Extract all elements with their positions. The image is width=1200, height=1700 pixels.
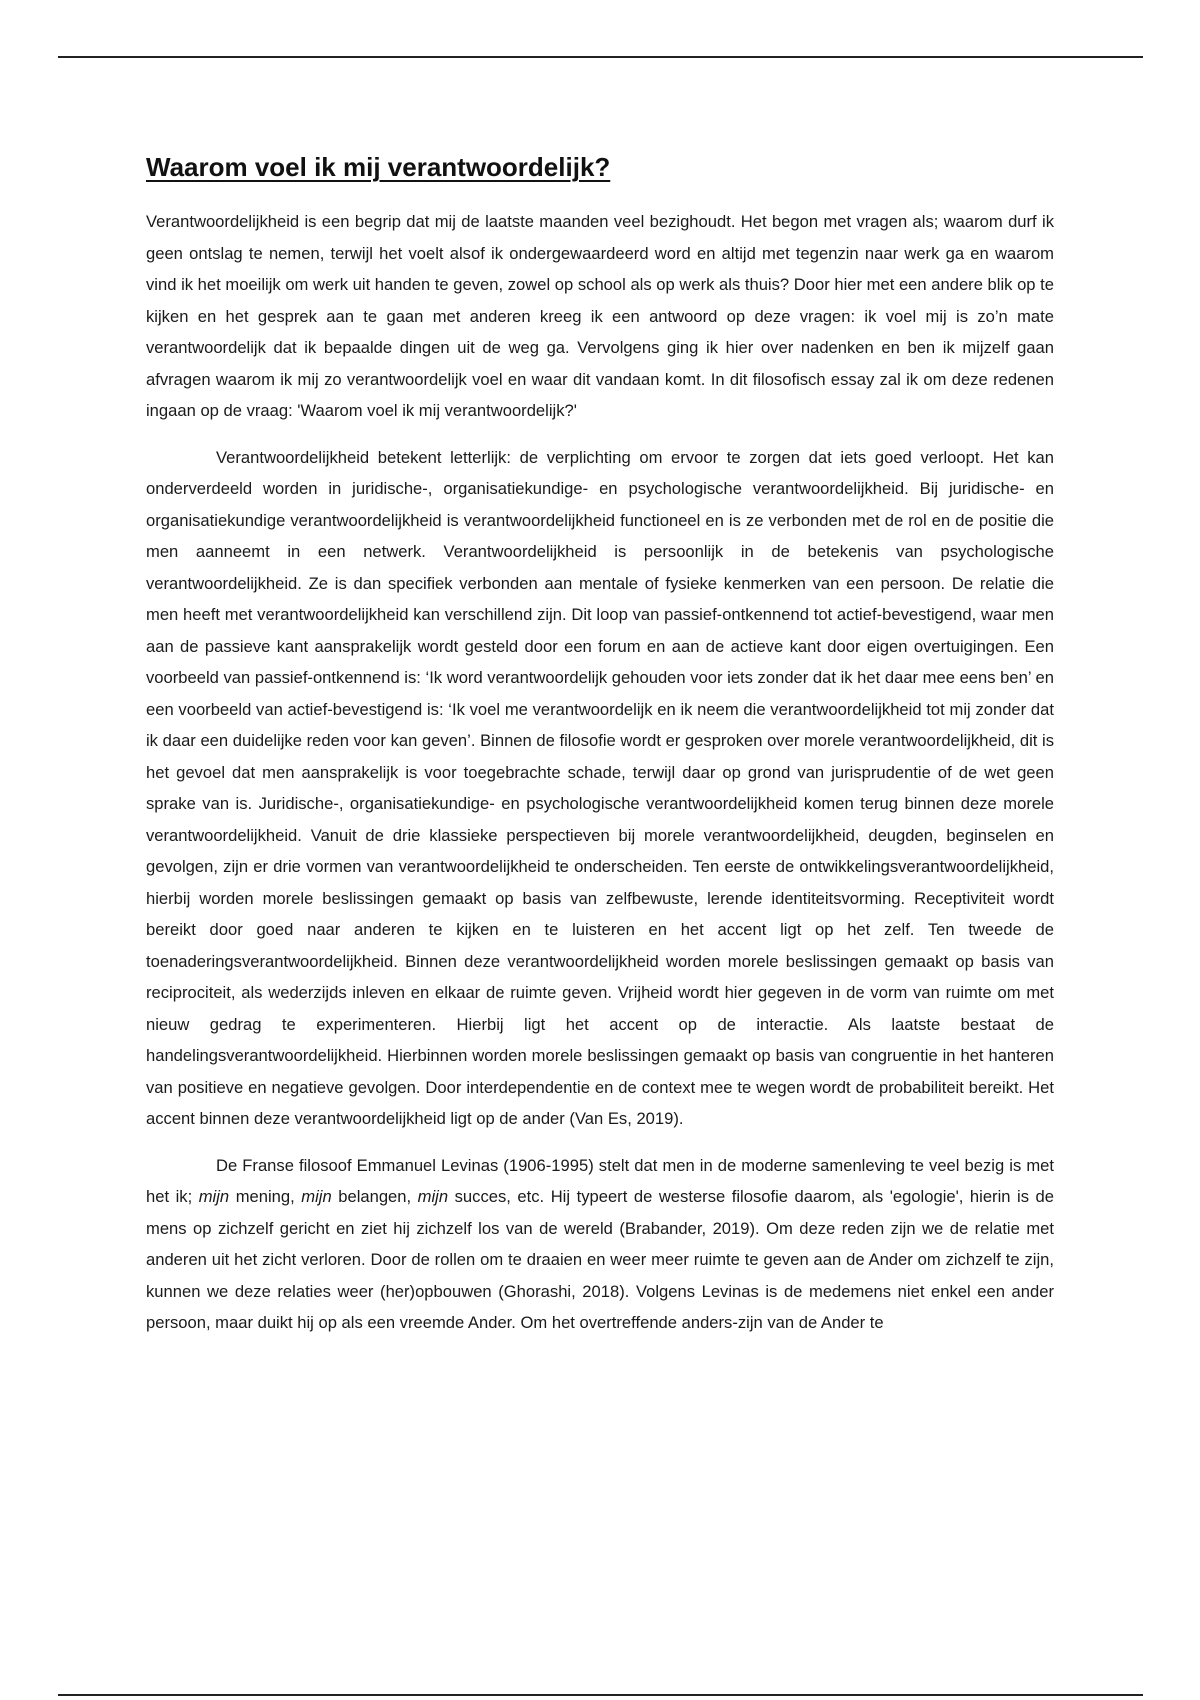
paragraph-text: Verantwoordelijkheid is een begrip dat mij de laatste maanden veel bezighoudt. Het begon met vragen als; waarom durf ik geen ontslag te nemen, terwijl het voelt alsof ik ondergewaardeerd word en altijd met tegenzin naar werk ga en waarom vind ik het moeilijk om werk uit handen te geven, zowel op school als op werk als thuis? Door hier met een andere blik op te kijken en het gesprek aan te gaan met anderen kreeg ik een antwoord op deze vragen: ik voel mij is zo’n mate verantwoordelijk dat ik bepaalde dingen uit de weg ga. Vervolgens ging ik hier over nadenken en ben ik mijzelf gaan afvragen waarom ik mij zo verantwoordelijk voel en waar dit vandaan komt. In dit filosofisch essay zal ik om deze redenen ingaan op de vraag: 'Waarom voel ik mij verantwoordelijk?' bbox=[146, 212, 1054, 420]
paragraph-intro bbox=[146, 206, 1054, 427]
paragraph-text: Verantwoordelijkheid betekent letterlijk: de verplichting om ervoor te zorgen dat iets goed verloopt. Het kan onderverdeeld worden in juridische-, organisatiekundige- en psychologische verantwoordelijkheid. Bij juridische- en organisatiekundige verantwoordelijkheid is verantwoordelijkheid functioneel en is ze verbonden met de rol en de positie die men aanneemt in een netwerk. Verantwoordelijkheid is persoonlijk in de betekenis van psychologische verantwoordelijkheid. Ze is dan specifiek verbonden aan mentale of fysieke kenmerken van een persoon. De relatie die men heeft met verantwoordelijkheid kan verschillend zijn. Dit loop van passief-ontkennend tot actief-bevestigend, waar men aan de passieve kant aansprakelijk wordt gesteld door een forum en aan de actieve kant door eigen overtuigingen. Een voorbeeld van passief-ontkennend is: ‘Ik word verantwoordelijk gehouden voor iets zonder dat ik het daar mee eens ben’ en een voorbeeld van actief-bevestigend is: ‘Ik voel me verantwoordelijk en ik neem die verantwoordelijkheid tot mij zonder dat ik daar een duidelijke reden voor kan geven’. Binnen de filosofie wordt er gesproken over morele verantwoordelijkheid, dit is het gevoel dat men aansprakelijk is voor toegebrachte schade, terwijl daar op grond van jurisprudentie of de wet geen sprake van is. Juridische-, organisatiekundige- en psychologische verantwoordelijkheid komen terug binnen deze morele verantwoordelijkheid. Vanuit de drie klassieke perspectieven bij morele verantwoordelijkheid, deugden, beginselen en gevolgen, zijn er drie vormen van verantwoordelijkheid te onderscheiden. Ten eerste de ontwikkelingsverantwoordelijkheid, hierbij worden morele beslissingen gemaakt op basis van zelfbewuste, lerende identiteitsvorming. Receptiviteit wordt bereikt door goed naar anderen te kijken en te luisteren en het accent ligt op het zelf. Ten tweede de toenaderingsverantwoordelijkheid. Binnen deze verantwoordelijkheid worden morele beslissingen gemaakt op basis van reciprociteit, als wederzijds inleven en elkaar de ruimte geven. Vrijheid wordt hier gegeven in de vorm van ruimte om met nieuw gedrag te experimenteren. Hierbij ligt het accent op de interactie. Als laatste bestaat de handelingsverantwoordelijkheid. Hierbinnen worden morele beslissingen gemaakt op basis van congruentie in het hanteren van positieve en negatieve gevolgen. Door interdependentie en de context mee te wegen wordt de probabiliteit bereikt. Het accent binnen deze verantwoordelijkheid ligt op de ander (Van Es, 2019). bbox=[146, 447, 1054, 1128]
essay-title: Waarom voel ik mij verantwoordelijk? bbox=[146, 152, 611, 182]
emphasis-text: mijn bbox=[417, 1187, 449, 1206]
document-body bbox=[146, 150, 1054, 1354]
paragraph-text: succes, etc. Hij typeert de westerse filosofie daarom, als 'egologie', hierin is de mens op zichzelf gericht en ziet hij zichzelf los van de wereld (Brabander, 2019). Om deze reden zijn we de relatie met anderen uit het zicht verloren. Door de rollen om te draaien en weer meer ruimte te geven aan de Ander om zichzelf te zijn, kunnen we deze relaties weer (her)opbouwen (Ghorashi, 2018). Volgens Levinas is de medemens niet enkel een ander persoon, maar duikt hij op als een vreemde Ander. Om het overtreffende anders-zijn van de Ander te bbox=[146, 1187, 1054, 1332]
paragraph-levinas bbox=[146, 1150, 1054, 1339]
footer-rule bbox=[58, 1694, 1143, 1696]
paragraph-text: De Franse filosoof Emmanuel Levinas (1906-1995) stelt dat men in de moderne samenleving te veel bezig is met het ik; bbox=[146, 1155, 1054, 1206]
header-rule bbox=[58, 56, 1143, 58]
paragraph-text: belangen, bbox=[331, 1187, 418, 1206]
emphasis-text: mijn bbox=[301, 1187, 332, 1206]
emphasis-text: mijn bbox=[198, 1187, 230, 1206]
paragraph-definition bbox=[146, 442, 1054, 1135]
paragraph-text: mening, bbox=[229, 1187, 302, 1206]
